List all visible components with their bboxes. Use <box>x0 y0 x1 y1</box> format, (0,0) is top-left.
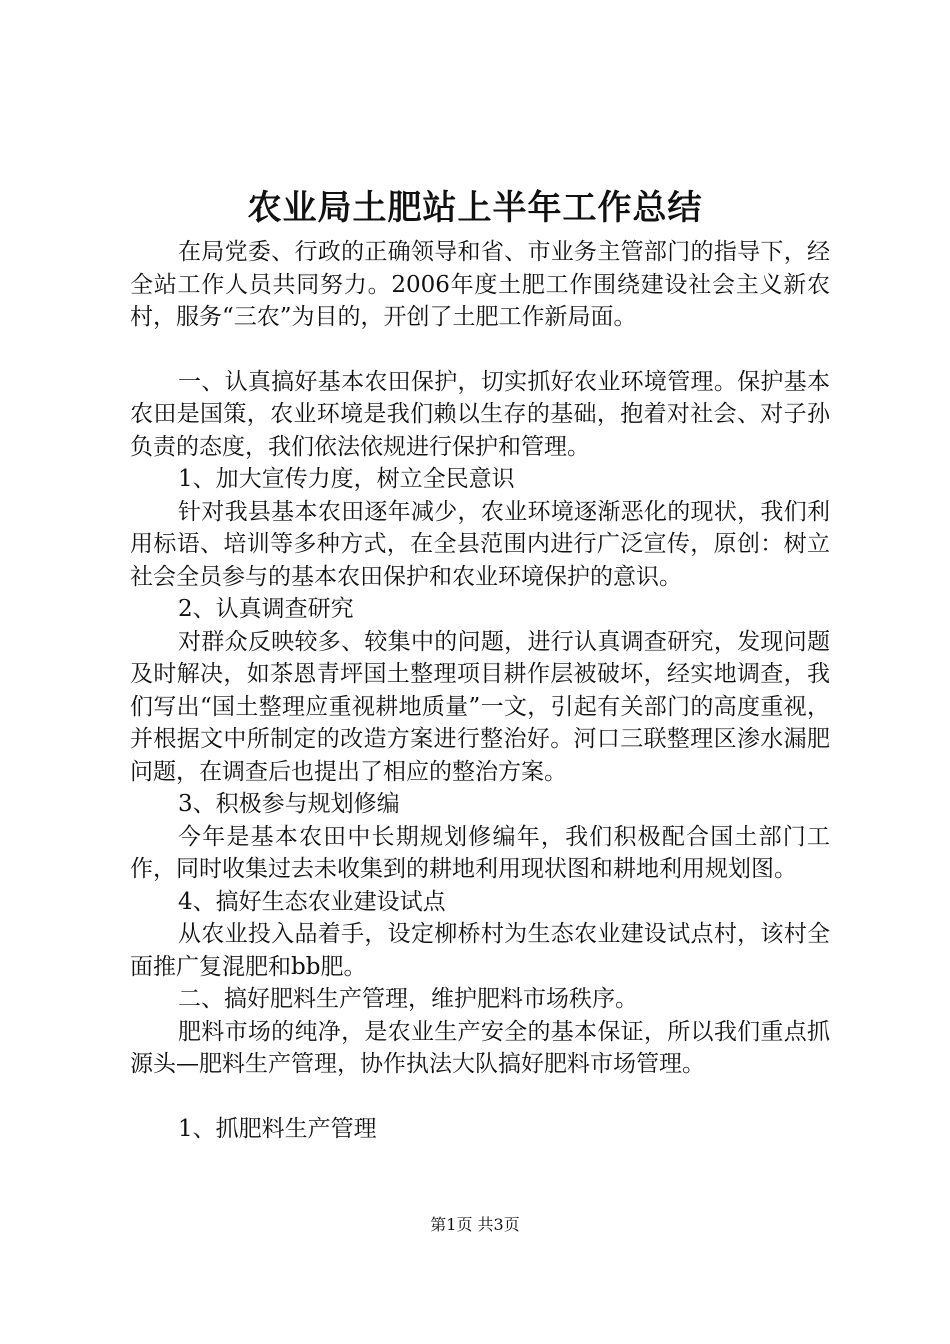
section-two-heading: 二、搞好肥料生产管理，维护肥料市场秩序。 <box>178 986 638 1012</box>
section-one-heading-paragraph: 一、认真搞好基本农田保护，切实抓好农业环境管理。保护基本农田是国策，农业环境是我们赖以生存的基础，抱着对社会、对子孙负责的态度，我们依法依规进行保护和管理。 <box>130 368 830 460</box>
document-title: 农业局土肥站上半年工作总结 <box>247 188 703 228</box>
paragraph-fertilizer-market: 肥料市场的纯净，是农业生产安全的基本保证，所以我们重点抓源头—肥料生产管理，协作执法大队搞好肥料市场管理。 <box>130 1018 830 1077</box>
paragraph-planning: 今年是基本农田中长期规划修编年，我们积极配合国土部门工作，同时收集过去未收集到的耕地利用现状图和耕地利用规划图。 <box>130 823 830 882</box>
paragraph-investigation: 对群众反映较多、较集中的问题，进行认真调查研究，发现问题及时解决，如茶恩青坪国土整理项目耕作层被破坏，经实地调查，我们写出“国土整理应重视耕地质量”一文，引起有关部门的高度重视，并根据文中所制定的改造方案进行整治好。河口三联整理区渗水漏肥问题，在调查后也提出了相应的整治方案。 <box>130 628 830 785</box>
paragraph-spacer <box>130 1081 830 1113</box>
paragraph-eco-pilot: 从农业投入品着手，设定柳桥村为生态农业建设试点村，该村全面推广复混肥和bb肥。 <box>130 921 830 980</box>
document-body <box>130 236 830 1145</box>
intro-paragraph: 在局党委、行政的正确领导和省、市业务主管部门的指导下，经全站工作人员共同努力。2006年度土肥工作围绕建设社会主义新农村，服务“三农”为目的，开创了土肥工作新局面。 <box>130 239 830 330</box>
subheading-publicity: 1、加大宣传力度，树立全民意识 <box>178 466 515 492</box>
paragraph-spacer <box>130 334 830 366</box>
page-number-footer: 第1页 共3页 <box>430 1215 520 1234</box>
subheading-investigation: 2、认真调查研究 <box>178 596 354 622</box>
subheading-production-management: 1、抓肥料生产管理 <box>178 1115 377 1142</box>
subheading-planning: 3、积极参与规划修编 <box>178 791 400 817</box>
paragraph-publicity: 针对我县基本农田逐年减少，农业环境逐渐恶化的现状，我们利用标语、培训等多种方式，在全县范围内进行广泛宣传，原创：树立社会全员参与的基本农田保护和农业环境保护的意识。 <box>130 498 830 590</box>
subheading-eco-pilot: 4、搞好生态农业建设试点 <box>178 888 446 915</box>
